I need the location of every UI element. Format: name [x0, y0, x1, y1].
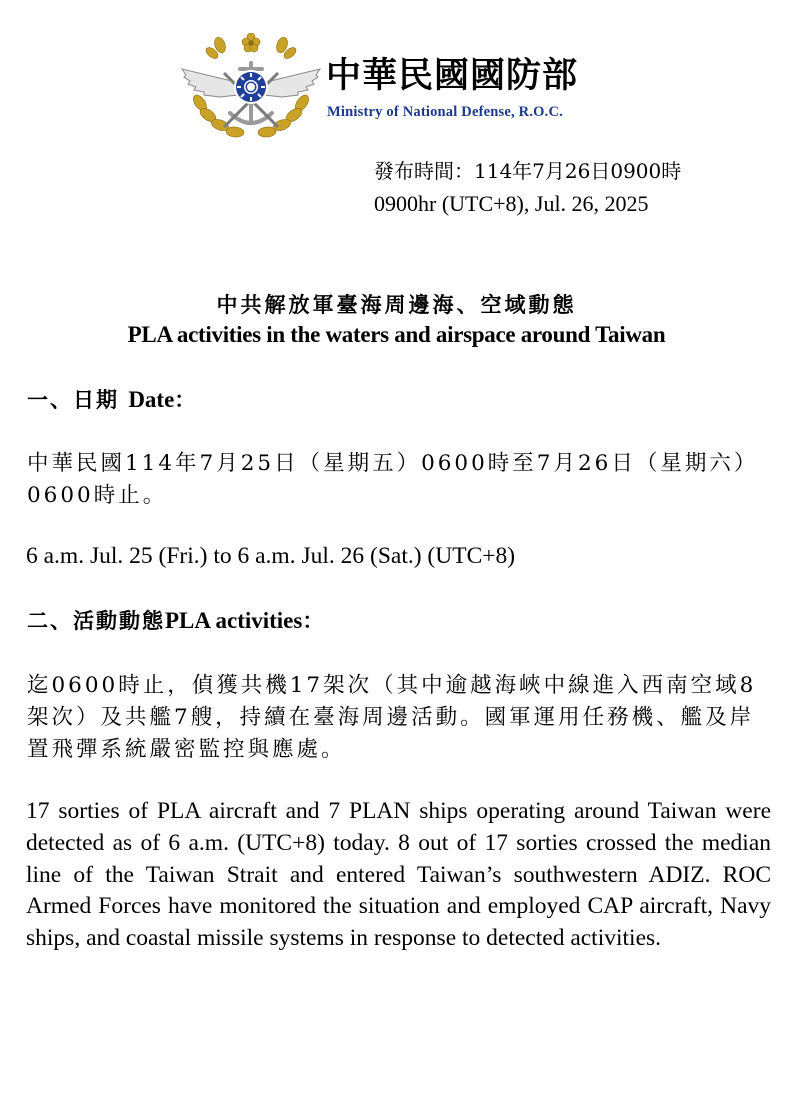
section-heading-date-latin: Date — [128, 387, 175, 412]
release-time-zh: 發布時間：114年7月26日0900時 — [374, 159, 682, 183]
mnd-emblem-icon — [180, 33, 322, 141]
page-title-en: PLA activities in the waters and airspace around Taiwan — [127, 322, 666, 347]
section-heading-activities-prefix: 二、活動動態 — [27, 608, 165, 633]
section-heading-activities-latin: PLA activities — [165, 608, 303, 633]
date-text-zh: 中華民國114年7月25日（星期五）0600時至7月26日（星期六）0600時止。 — [27, 451, 759, 508]
section-heading-activities — [27, 606, 325, 636]
page-title-zh: 中共解放軍臺海周邊海、空域動態 — [216, 292, 577, 317]
release-time-en: 0900hr (UTC+8), Jul. 26, 2025 — [374, 191, 649, 216]
section-heading-date — [27, 385, 197, 415]
section-heading-date-suffix: ： — [174, 387, 198, 412]
section-heading-date-prefix: 一、日期 — [27, 387, 119, 412]
activities-text-en: 17 sorties of PLA aircraft and 7 PLAN ships operating around Taiwan were detected as of 6 a.m. (UTC+8) today. 8 out of 17 sorties crossed the median line of the Taiwan Strait and entered Taiwan’s southwestern ADIZ. ROC Armed Forces have monitored the situation and employed CAP aircraft, Navy ships, and coastal missile systems in response to detected activities. — [26, 798, 771, 952]
org-name-en: Ministry of National Defense, R.O.C. — [327, 104, 563, 120]
activities-text-zh: 迄0600時止，偵獲共機17架次（其中逾越海峽中線進入西南空域8架次）及共艦7艘，持續在臺海周邊活動。國軍運用任務機、艦及岸置飛彈系統嚴密監控與應處。 — [27, 673, 757, 762]
org-name-zh: 中華民國國防部 — [326, 56, 579, 96]
date-text-en: 6 a.m. Jul. 25 (Fri.) to 6 a.m. Jul. 26 (Sat.) (UTC+8) — [26, 543, 516, 569]
section-heading-activities-suffix: ： — [302, 608, 326, 633]
